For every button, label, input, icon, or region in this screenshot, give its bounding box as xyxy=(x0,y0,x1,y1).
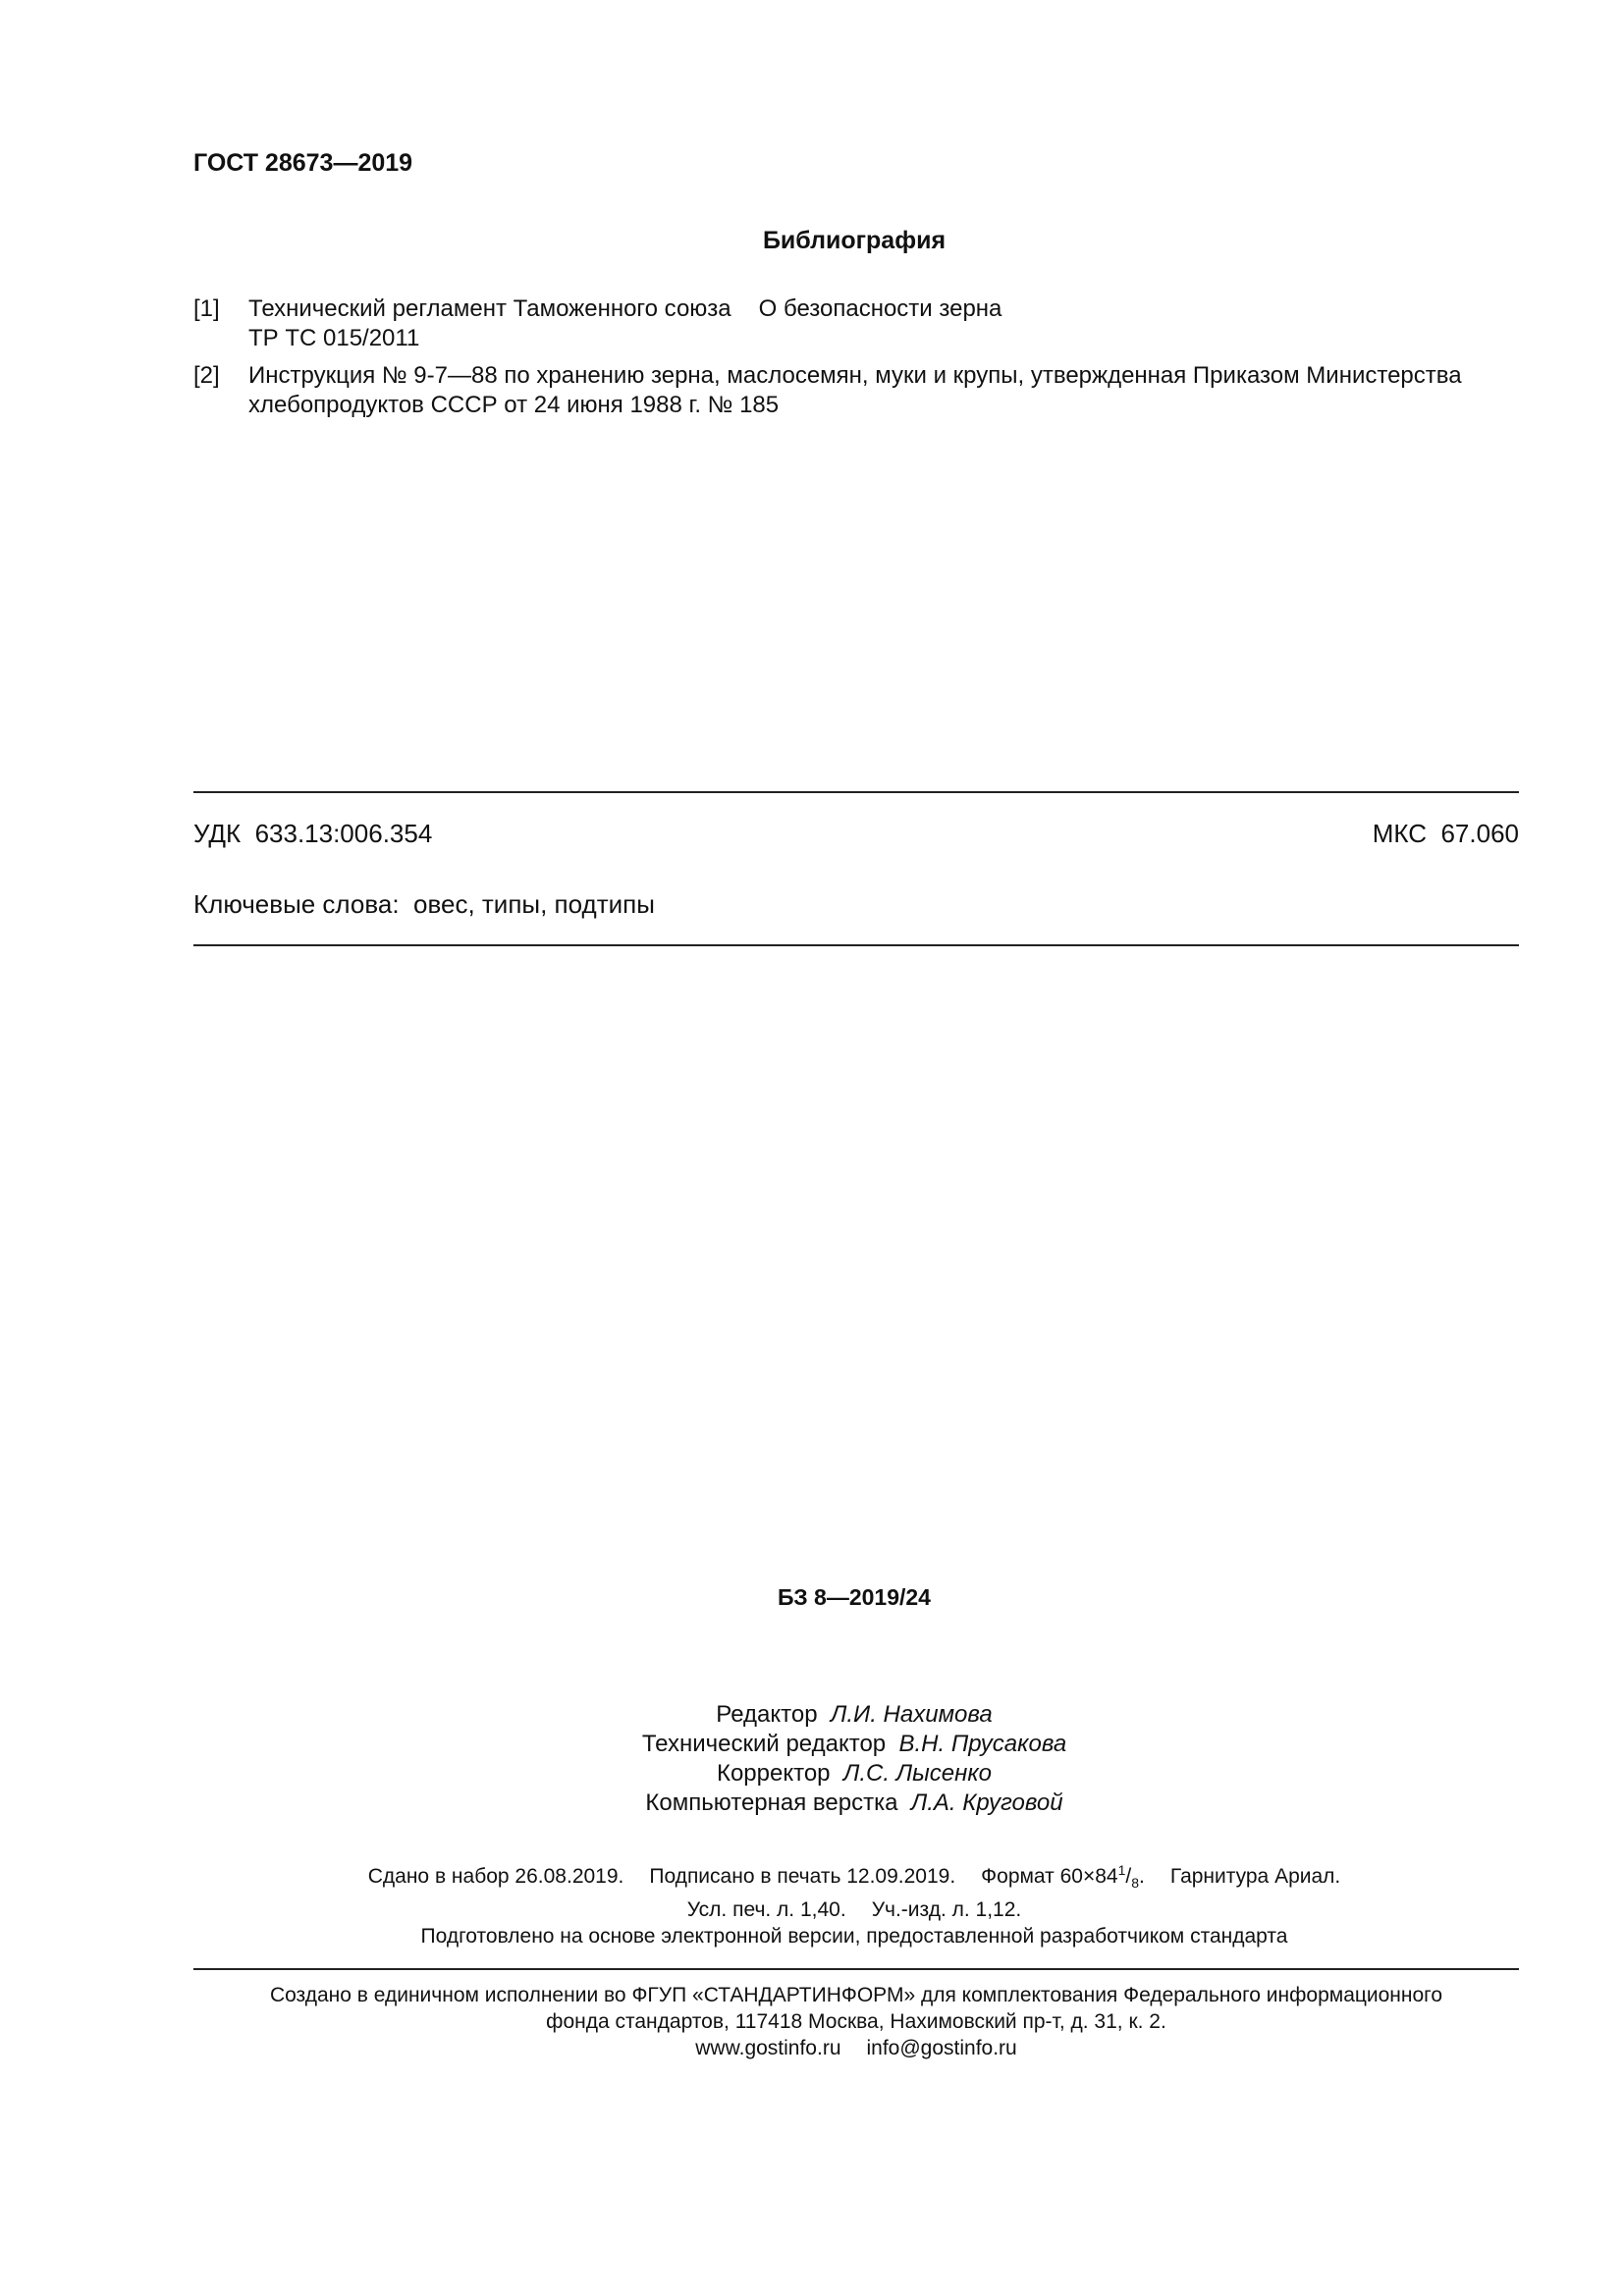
bibliography-item-text: Инструкция № 9-7—88 по хранению зерна, маслосемян, муки и крупы, утвержденная Приказом Министерства xyxy=(248,362,1462,389)
classification-row xyxy=(193,819,1519,849)
standard-code: ГОСТ 28673—2019 xyxy=(193,149,413,177)
bibliography-item xyxy=(193,361,1519,420)
imprint-line xyxy=(0,1896,1624,1923)
bz-number: БЗ 8—2019/24 xyxy=(778,1584,931,1610)
credit-name: В.Н. Прусакова xyxy=(898,1731,1067,1757)
keywords-row xyxy=(193,889,655,920)
credit-role: Корректор xyxy=(716,1760,831,1787)
email-link[interactable]: info@gostinfo.ru xyxy=(866,2037,1017,2059)
bibliography-list xyxy=(193,294,1519,428)
prepared-note: Подготовлено на основе электронной версии, предоставленной разработчиком стандарта xyxy=(420,1925,1288,1949)
footer-contacts xyxy=(193,2035,1519,2061)
mks-value: 67.060 xyxy=(1440,819,1519,848)
signed-date: Подписано в печать 12.09.2019. xyxy=(649,1865,956,1888)
bibliography-title: Библиография xyxy=(762,227,947,254)
bibliography-item-code: ТР ТС 015/2011 xyxy=(248,325,420,351)
credit-name: Л.И. Нахимова xyxy=(830,1701,993,1728)
credit-line xyxy=(0,1700,1624,1730)
footer-line: Создано в единичном исполнении во ФГУП «СТАНДАРТИНФОРМ» для комплектования Федерального информационного xyxy=(269,1984,1443,2006)
print-sheets: Усл. печ. л. 1,40. xyxy=(686,1898,846,1922)
credits-block xyxy=(0,1700,1624,1818)
keywords-value: овес, типы, подтипы xyxy=(413,889,655,919)
typeset-date: Сдано в набор 26.08.2019. xyxy=(367,1865,624,1888)
credit-role: Редактор xyxy=(716,1701,818,1728)
top-rule xyxy=(193,791,1519,793)
bibliography-item-number: [2] xyxy=(193,362,220,389)
bibliography-item-text: хлебопродуктов СССР от 24 июня 1988 г. № 185 xyxy=(248,392,780,418)
footer-line: фонда стандартов, 117418 Москва, Нахимовский пр-т, д. 31, к. 2. xyxy=(546,2010,1166,2033)
credit-line xyxy=(0,1759,1624,1789)
udk-label: УДК xyxy=(193,819,242,848)
bibliography-item xyxy=(193,294,1519,353)
credit-name: Л.С. Лысенко xyxy=(842,1760,993,1787)
footer-block xyxy=(193,1982,1519,2061)
publishing-sheets: Уч.-изд. л. 1,12. xyxy=(871,1898,1022,1922)
udk-value: 633.13:006.354 xyxy=(254,819,433,848)
bibliography-item-subject: О безопасности зерна xyxy=(758,295,1002,322)
credit-role: Компьютерная верстка xyxy=(645,1789,898,1816)
footer-rule xyxy=(193,1968,1519,1970)
paper-format: Формат $60\times 84^1/_8$. xyxy=(981,1862,1145,1892)
credit-line xyxy=(0,1789,1624,1818)
imprint-block xyxy=(0,1857,1624,1949)
website-link[interactable]: www.gostinfo.ru xyxy=(695,2037,841,2059)
imprint-line xyxy=(0,1857,1624,1896)
credit-role: Технический редактор xyxy=(641,1731,887,1757)
credit-name: Л.А. Круговой xyxy=(910,1789,1063,1816)
credit-line xyxy=(0,1730,1624,1759)
typeface: Гарнитура Ариал. xyxy=(1169,1865,1341,1888)
mks-label: МКС xyxy=(1372,819,1428,848)
bibliography-item-title: Технический регламент Таможенного союза xyxy=(248,295,731,322)
bibliography-item-number: [1] xyxy=(193,295,220,322)
bottom-rule xyxy=(193,944,1519,946)
keywords-label: Ключевые слова: xyxy=(193,889,400,919)
